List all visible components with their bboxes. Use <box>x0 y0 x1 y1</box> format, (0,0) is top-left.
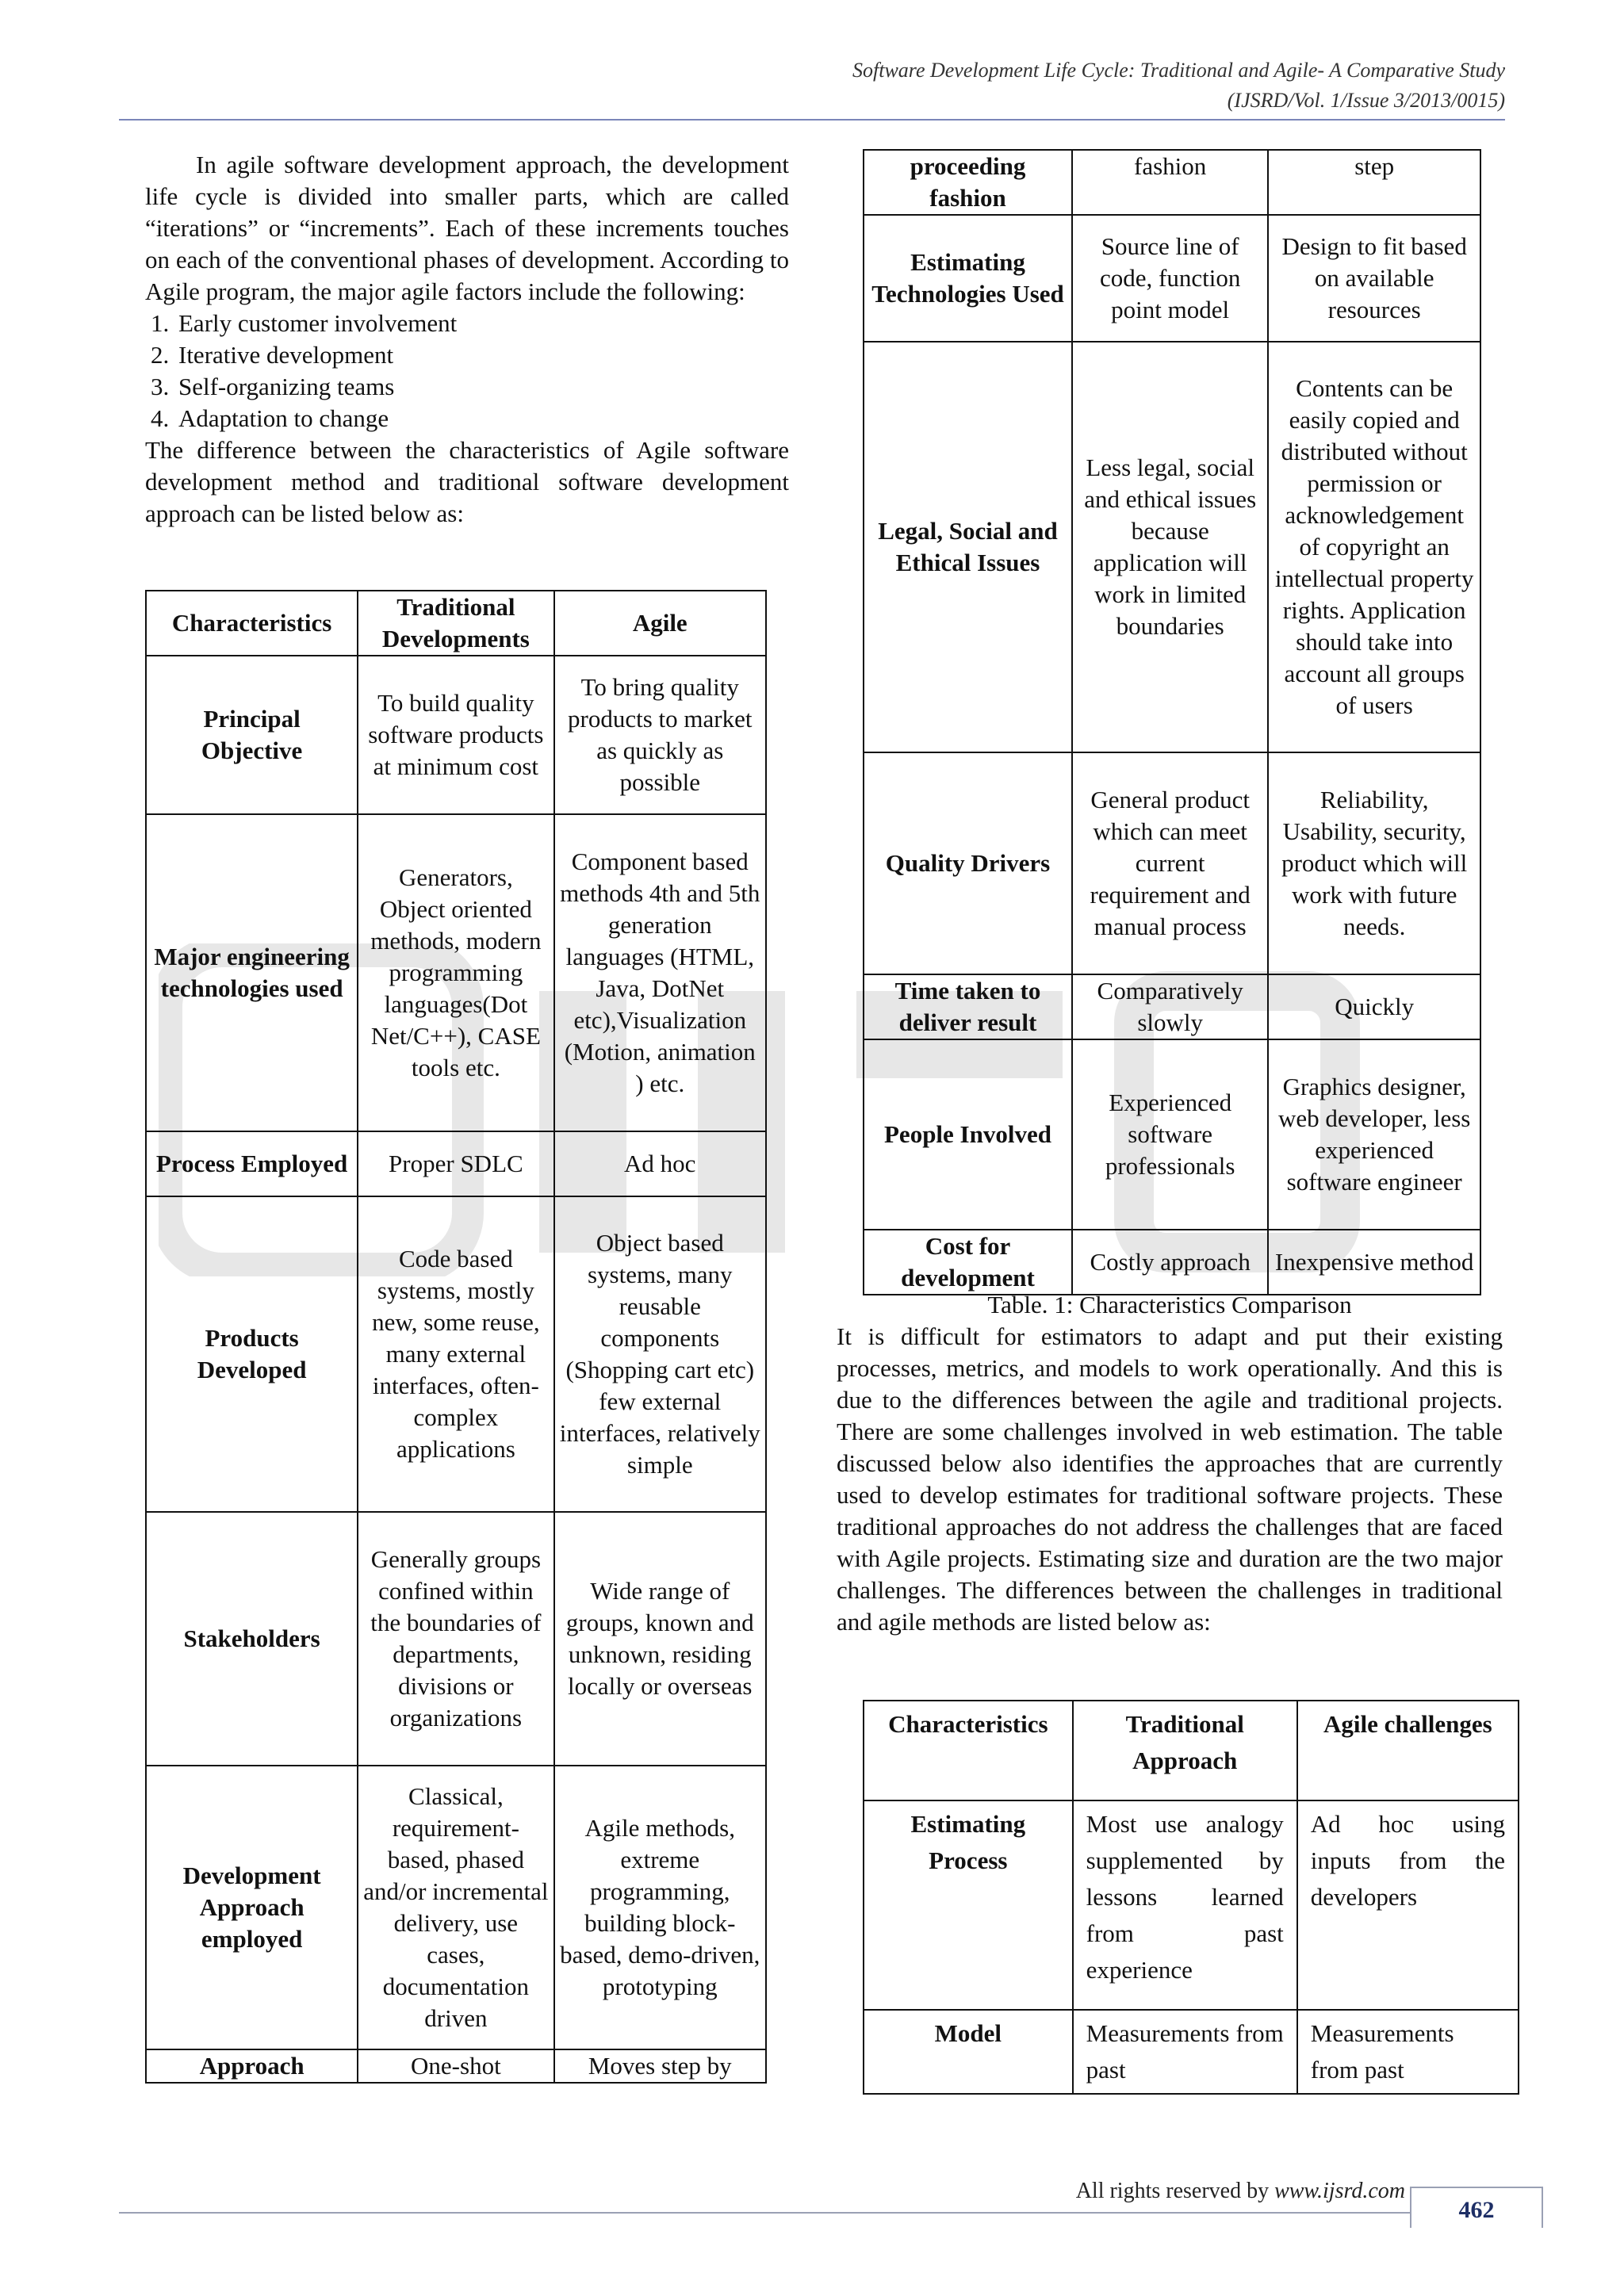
row-heading: Cost for development <box>864 1230 1072 1295</box>
table-row <box>864 150 1480 215</box>
row-heading: People Involved <box>864 1039 1072 1230</box>
table-row <box>864 215 1480 342</box>
row-heading: Development Approach employed <box>146 1766 358 2049</box>
table-header-cell: Agile <box>554 591 766 656</box>
header-title: Software Development Life Cycle: Traditional and Agile- A Comparative Study <box>852 59 1505 82</box>
table-row <box>864 752 1480 974</box>
table-row <box>146 1766 766 2049</box>
footer-site-link[interactable]: www.ijsrd.com <box>1274 2179 1405 2203</box>
table-row <box>864 1039 1480 1230</box>
right-column <box>837 1321 1503 1638</box>
row-heading: Estimating Technologies Used <box>864 215 1072 342</box>
table-cell: Most use analogy supplemented by lessons learned from past experience <box>1073 1800 1297 2010</box>
agile-factors-list <box>145 308 789 434</box>
table-row <box>864 1800 1519 2010</box>
table-cell: Comparatively slowly <box>1072 974 1268 1039</box>
table-cell: Contents can be easily copied and distributed without permission or acknowledgement of copyright an intellectual property rights. Application should take into account all groups of users <box>1268 342 1480 752</box>
table-cell: Moves step by <box>554 2049 766 2083</box>
row-heading: Quality Drivers <box>864 752 1072 974</box>
comparison-table <box>145 590 767 2084</box>
table-cell: To bring quality products to market as quickly as possible <box>554 656 766 814</box>
intro-paragraph: In agile software development approach, the development life cycle is divided into smaller parts, which are called “iterations” or “increments”. Each of these increments touches on each of the conventional phases of development. According to Agile program, the major agile factors include the following: <box>145 151 789 305</box>
comparison-table-continued <box>863 149 1481 1295</box>
table-row <box>146 1196 766 1512</box>
table-cell: Source line of code, function point model <box>1072 215 1268 342</box>
table-row <box>864 342 1480 752</box>
list-item: 3. Self-organizing teams <box>175 371 789 403</box>
row-heading: proceeding fashion <box>864 150 1072 215</box>
table-row <box>146 814 766 1131</box>
table-cell: Inexpensive method <box>1268 1230 1480 1295</box>
footer-rights <box>1076 2179 1405 2204</box>
table-row <box>864 1230 1480 1295</box>
table-cell: Ad hoc using inputs from the developers <box>1297 1800 1519 2010</box>
row-heading: Process Employed <box>146 1131 358 1196</box>
row-heading: Products Developed <box>146 1196 358 1512</box>
table-cell: One-shot <box>358 2049 553 2083</box>
row-heading: Major engineering technologies used <box>146 814 358 1131</box>
table-row <box>864 974 1480 1039</box>
table-cell: Graphics designer, web developer, less experienced software engineer <box>1268 1039 1480 1230</box>
table-header-row <box>146 591 766 656</box>
table-row <box>864 2010 1519 2094</box>
table-row <box>146 1131 766 1196</box>
row-heading: Legal, Social and Ethical Issues <box>864 342 1072 752</box>
table-cell: Design to fit based on available resources <box>1268 215 1480 342</box>
table-cell: step <box>1268 150 1480 215</box>
table-row <box>146 2049 766 2083</box>
table-cell: Component based methods 4th and 5th generation languages (HTML, Java, DotNet etc),Visualization (Motion, animation ) etc. <box>554 814 766 1131</box>
table-cell: Reliability, Usability, security, product which will work with future needs. <box>1268 752 1480 974</box>
table-cell: Measurements from past <box>1073 2010 1297 2094</box>
table-cell: Code based systems, mostly new, some reuse, many external interfaces, often-complex applications <box>358 1196 553 1512</box>
table-header-cell: Characteristics <box>146 591 358 656</box>
list-item: 2. Iterative development <box>175 339 789 371</box>
row-heading: Principal Objective <box>146 656 358 814</box>
row-heading: Time taken to deliver result <box>864 974 1072 1039</box>
row-heading: Estimating Process <box>864 1800 1073 2010</box>
table-row <box>146 656 766 814</box>
table-header-cell: Traditional Approach <box>1073 1701 1297 1800</box>
footer-rights-text: All rights reserved by <box>1075 2179 1270 2203</box>
table-cell: Quickly <box>1268 974 1480 1039</box>
table-caption: Table. 1: Characteristics Comparison <box>987 1291 1352 1318</box>
left-column <box>145 149 789 530</box>
table-cell: Measurements from past <box>1297 2010 1519 2094</box>
table-row <box>146 1512 766 1766</box>
table-header-row <box>864 1701 1519 1800</box>
table-cell: Agile methods, extreme programming, building block-based, demo-driven, prototyping <box>554 1766 766 2049</box>
header-citation: (IJSRD/Vol. 1/Issue 3/2013/0015) <box>1227 89 1505 112</box>
page-number: 462 <box>1410 2187 1543 2228</box>
table-cell: Wide range of groups, known and unknown, residing locally or overseas <box>554 1512 766 1766</box>
table-cell: General product which can meet current requirement and manual process <box>1072 752 1268 974</box>
table-header-cell: Traditional Developments <box>358 591 553 656</box>
table-cell: Generally groups confined within the boundaries of departments, divisions or organizations <box>358 1512 553 1766</box>
running-header <box>852 55 1505 116</box>
table-cell: Costly approach <box>1072 1230 1268 1295</box>
row-heading: Stakeholders <box>146 1512 358 1766</box>
challenges-table <box>863 1700 1519 2095</box>
footer-rule <box>119 2212 1410 2214</box>
table-cell: Generators, Object oriented methods, modern programming languages(Dot Net/C++), CASE tools etc. <box>358 814 553 1131</box>
table-cell: Proper SDLC <box>358 1131 553 1196</box>
table-cell: To build quality software products at minimum cost <box>358 656 553 814</box>
table-cell: Object based systems, many reusable components (Shopping cart etc) few external interfaces, relatively simple <box>554 1196 766 1512</box>
list-item: 1. Early customer involvement <box>175 308 789 339</box>
table-cell: fashion <box>1072 150 1268 215</box>
table-header-cell: Characteristics <box>864 1701 1073 1800</box>
body-paragraph: It is difficult for estimators to adapt and put their existing processes, metrics, and models to work operationally. And this is due to the differences between the agile and traditional projects. There are some challenges involved in web estimation. The table discussed below also identifies the approaches that are currently used to develop estimates for traditional software projects. These traditional approaches do not address the challenges that are faced with Agile projects. Estimating size and duration are the two major challenges. The differences between the challenges in traditional and agile methods are listed below as: <box>837 1322 1503 1636</box>
table-header-cell: Agile challenges <box>1297 1701 1519 1800</box>
header-rule <box>119 119 1505 121</box>
table-cell: Classical, requirement-based, phased and/or incremental delivery, use cases, documentation driven <box>358 1766 553 2049</box>
table-cell: Experienced software professionals <box>1072 1039 1268 1230</box>
table-cell: Less legal, social and ethical issues because application will work in limited boundaries <box>1072 342 1268 752</box>
table-cell: Ad hoc <box>554 1131 766 1196</box>
row-heading: Model <box>864 2010 1073 2094</box>
intro-closing: The difference between the characteristics of Agile software development method and traditional software development approach can be listed below as: <box>145 436 789 527</box>
row-heading: Approach <box>146 2049 358 2083</box>
list-item: 4. Adaptation to change <box>175 403 789 434</box>
